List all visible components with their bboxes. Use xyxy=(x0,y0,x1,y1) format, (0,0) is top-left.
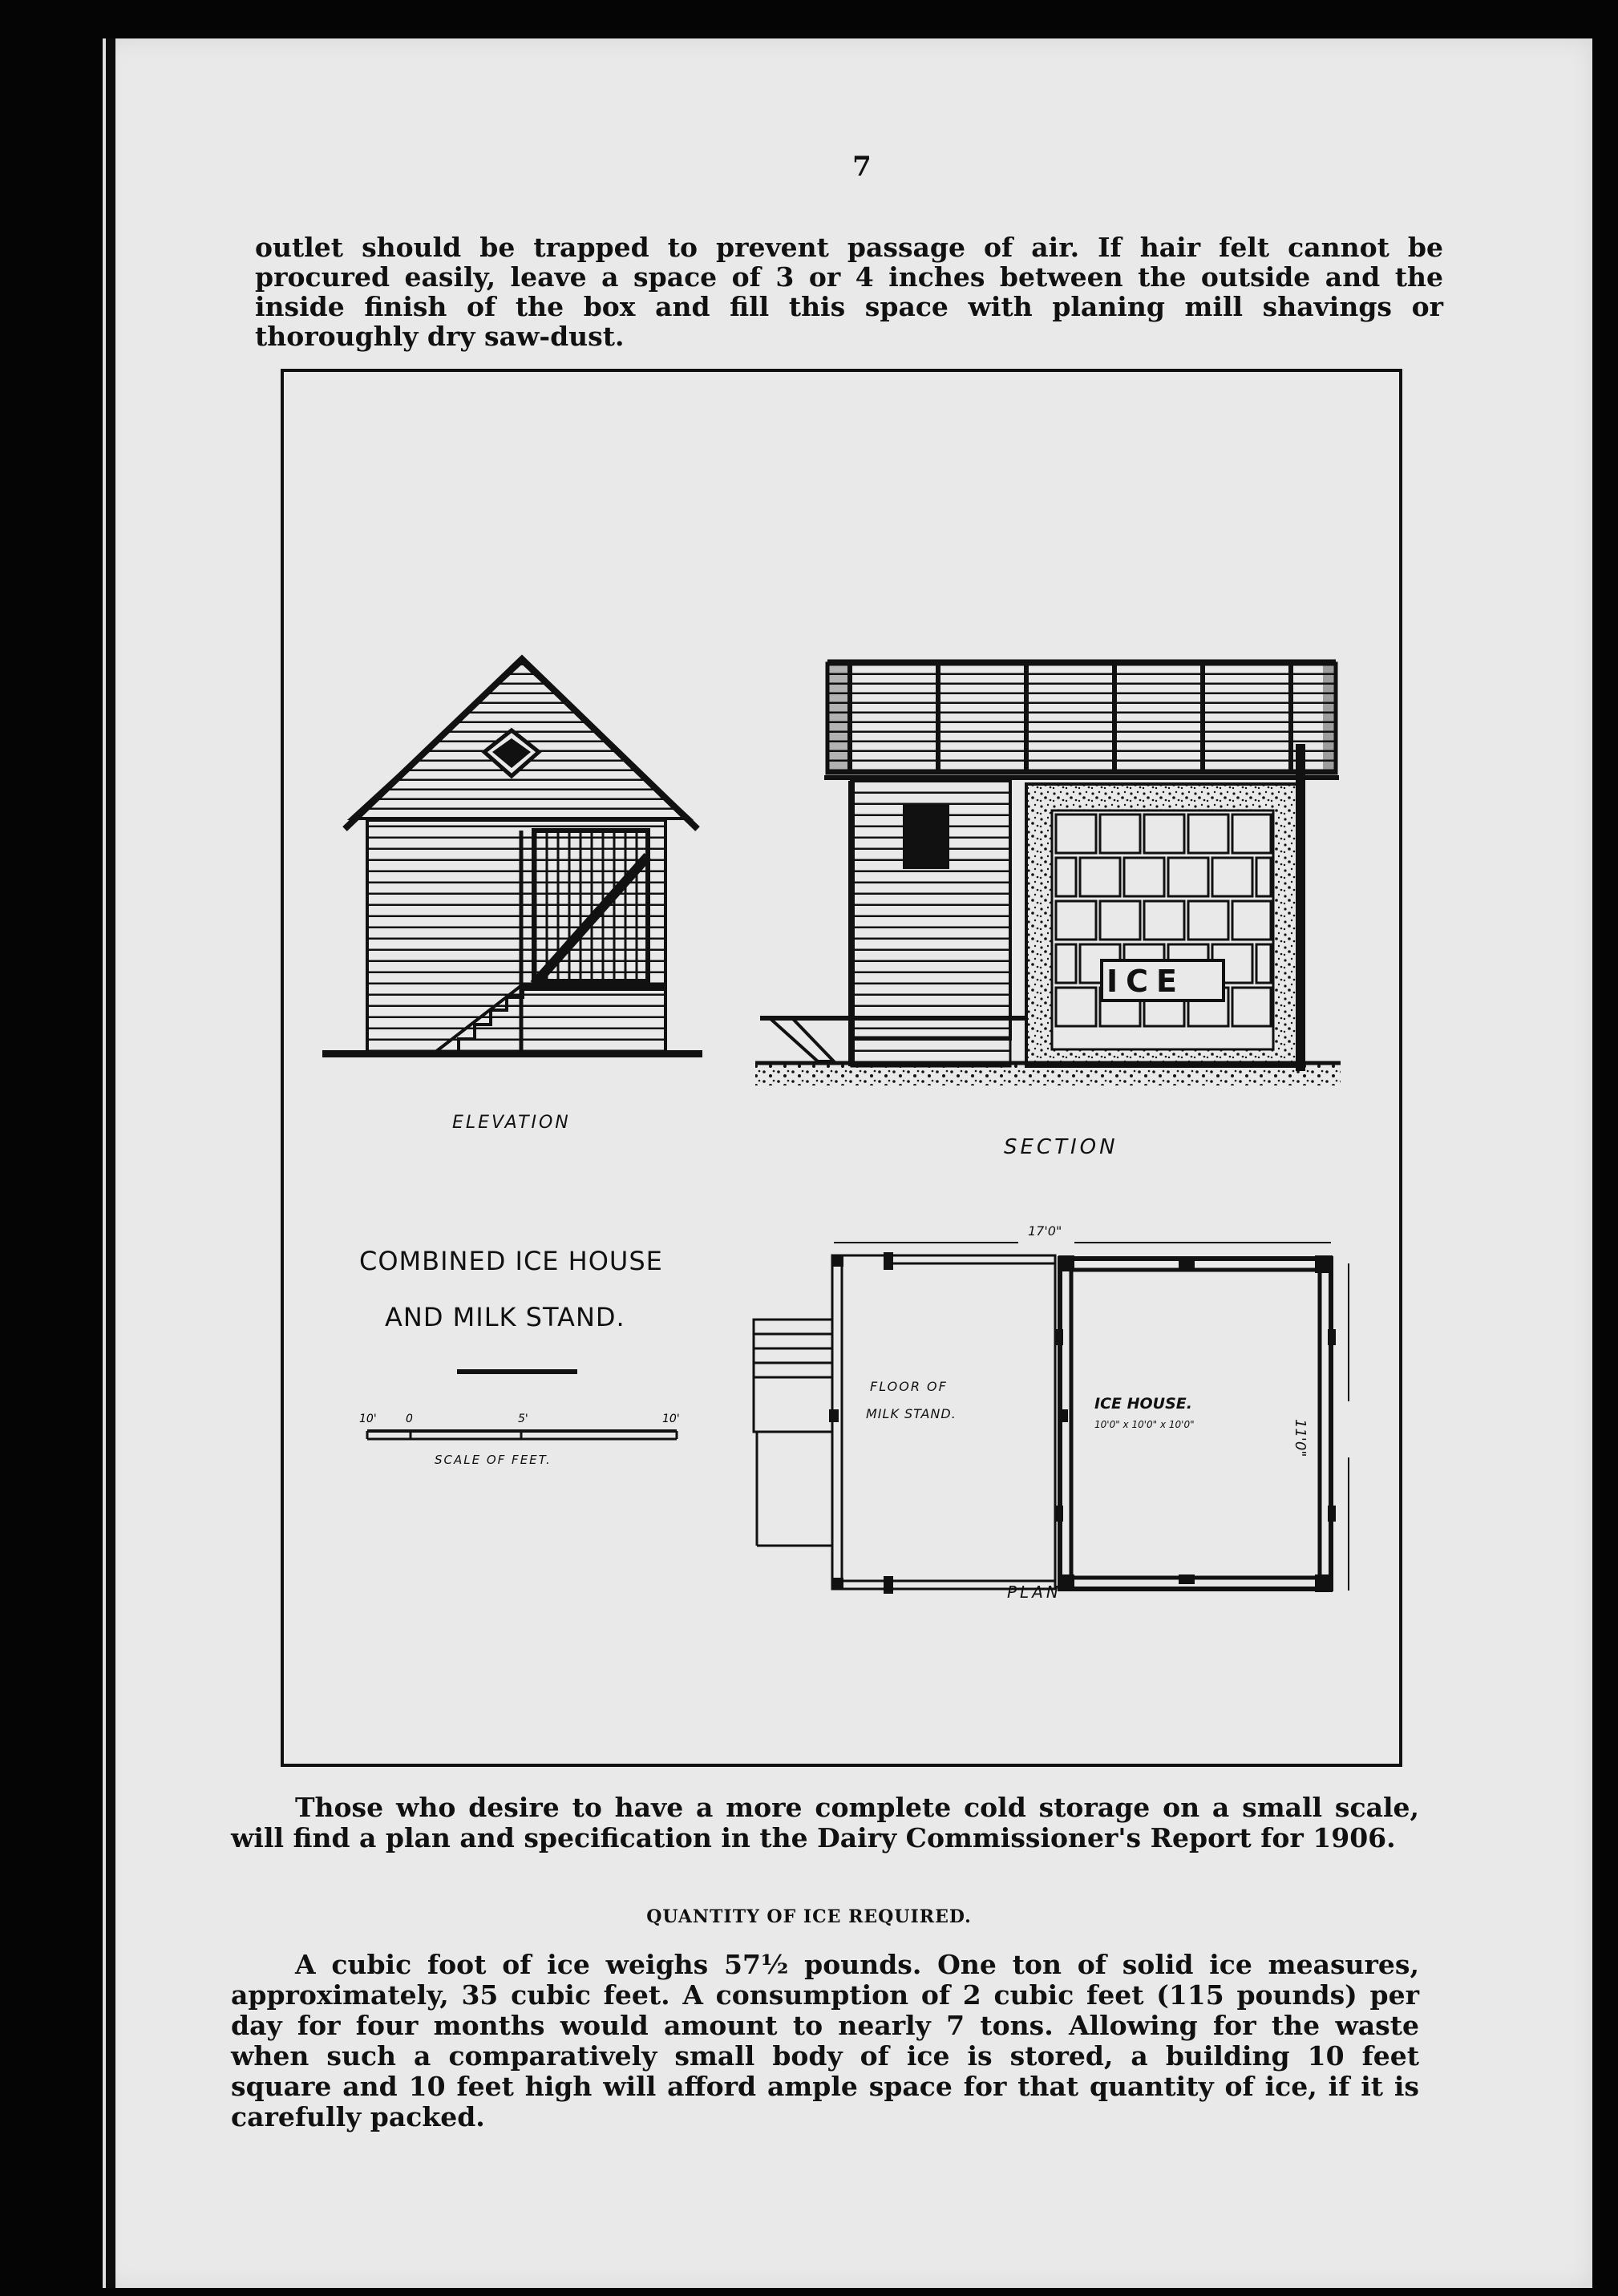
floor-label-line2: MILK STAND. xyxy=(866,1406,957,1421)
ice-house-label: ICE HOUSE. xyxy=(1094,1395,1192,1413)
ice-quantity-text: A cubic foot of ice weighs 57½ pounds. One ton of solid ice measures, approximately, 35 cubic feet. A consumption of 2 cubic feet (115 pounds) per day for four months would amount to nearly 7 tons. Allowing for the waste when such a comparatively small body of ice is stored, a building 10 feet square and 10 feet high will afford ample space for that quantity of ice, if it is carefully packed. xyxy=(231,1949,1419,2132)
scale-tick: 0 xyxy=(406,1413,413,1425)
plan-width-dimension: 17'0" xyxy=(1028,1223,1062,1239)
scale-bar xyxy=(367,1431,677,1439)
ice-block-text: ICE xyxy=(1106,964,1185,999)
binding-gutter xyxy=(106,38,115,2288)
elevation-label: ELEVATION xyxy=(452,1113,571,1133)
top-paragraph xyxy=(255,232,1443,351)
plan-label: PLAN xyxy=(1007,1583,1062,1602)
ice-quantity-paragraph xyxy=(231,1950,1419,2132)
page-number: 7 xyxy=(852,151,872,183)
elevation-drawing xyxy=(322,659,702,1057)
section-label: SECTION xyxy=(1004,1135,1118,1159)
cold-storage-text: Those who desire to have a more complete cold storage on a small scale, will find a plan and specification in the Dairy Commissioner's Report for 1906. xyxy=(231,1792,1419,1853)
title-rule xyxy=(457,1369,577,1374)
figure-title-line2: AND MILK STAND. xyxy=(385,1302,625,1332)
plan-drawing xyxy=(754,1243,1349,1594)
plan-depth-dimension: 11'0" xyxy=(1292,1419,1309,1457)
section-drawing xyxy=(755,662,1341,1085)
scale-tick: 10' xyxy=(359,1413,377,1425)
scale-tick: 10' xyxy=(662,1413,680,1425)
figure-drawing xyxy=(257,367,1413,1772)
scale-label: SCALE OF FEET. xyxy=(435,1453,552,1467)
section-heading: QUANTITY OF ICE REQUIRED. xyxy=(646,1906,972,1927)
ice-house-dimensions: 10'0" x 10'0" x 10'0" xyxy=(1094,1419,1195,1430)
scale-tick: 5' xyxy=(518,1413,528,1425)
figure-title-line1: COMBINED ICE HOUSE xyxy=(359,1246,663,1276)
ice-house-figure xyxy=(257,367,1413,1772)
floor-label-line1: FLOOR OF xyxy=(870,1379,948,1394)
top-paragraph-text: outlet should be trapped to prevent passage of air. If hair felt cannot be procured easily, leave a space of 3 or 4 inches between the outside and the inside finish of the box and fill this space with planing mill shavings or thoroughly dry saw-dust. xyxy=(255,232,1443,352)
cold-storage-paragraph xyxy=(231,1793,1419,1853)
